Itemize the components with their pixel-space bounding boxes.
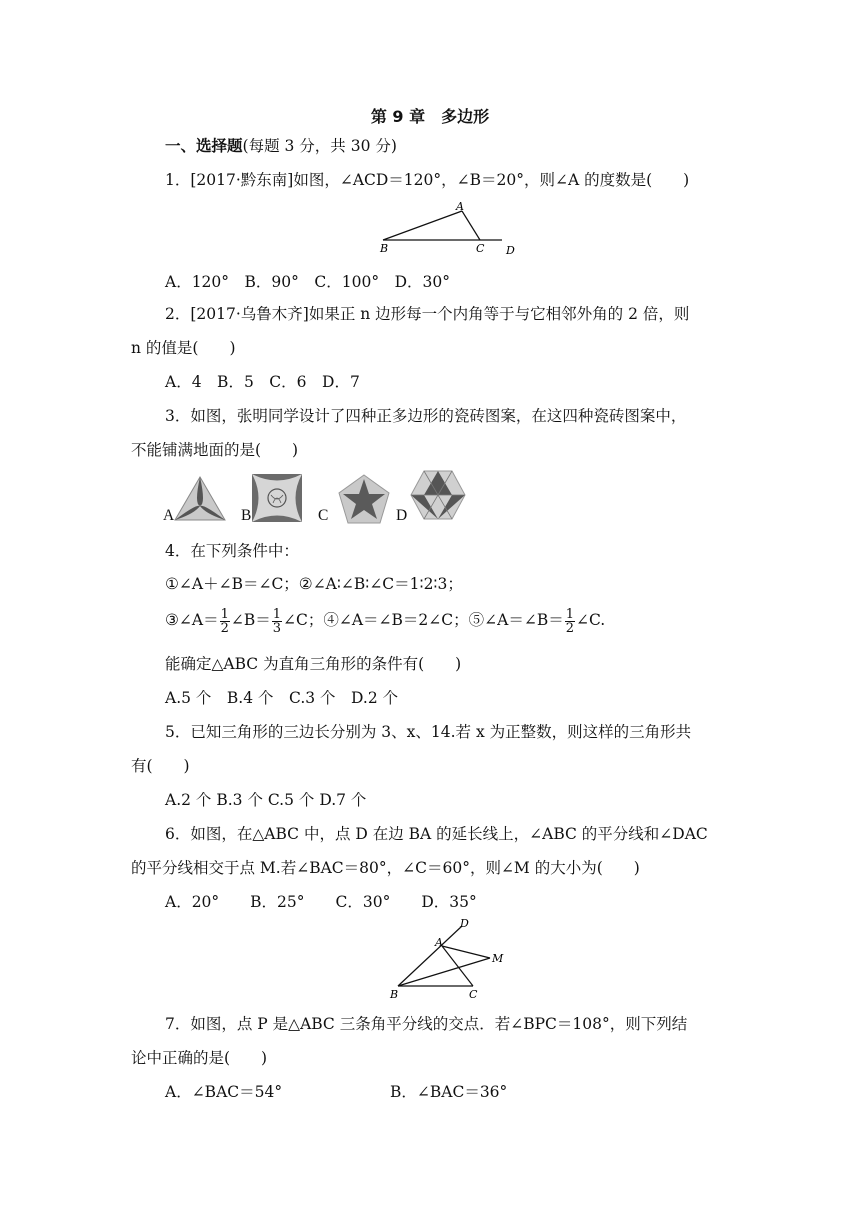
q7-option-b: B．∠BAC＝36° bbox=[390, 1083, 508, 1101]
q6-label-a: A bbox=[435, 936, 443, 949]
q1-label-d: D bbox=[506, 244, 515, 257]
section-note: (每题 3 分，共 30 分) bbox=[242, 137, 397, 155]
q7-stem-line1: 7．如图，点 P 是△ABC 三条角平分线的交点．若∠BPC＝108°，则下列结 bbox=[165, 1015, 688, 1033]
section-heading bbox=[165, 136, 397, 156]
q4-cond5-suffix: ∠C. bbox=[576, 611, 606, 629]
q2-stem-line2: n 的值是( ) bbox=[131, 339, 236, 357]
q3-stem-line1: 3．如图，张明同学设计了四种正多边形的瓷砖图案，在这四种瓷砖图案中， bbox=[165, 407, 687, 425]
q4-options: A.5 个 B.4 个 C.3 个 D.2 个 bbox=[165, 689, 399, 707]
q2-options: A．4 B．5 C．6 D．7 bbox=[165, 373, 360, 391]
q6-label-b: B bbox=[390, 988, 399, 1000]
q2-stem-line1: 2．[2017·乌鲁木齐]如果正 n 边形每一个内角等于与它相邻外角的 2 倍，则 bbox=[165, 305, 690, 323]
fraction-one-third: $\frac{1}{3}$ bbox=[272, 606, 282, 636]
q4-condition-line2 bbox=[165, 604, 605, 636]
section-label: 一、选择题 bbox=[165, 137, 243, 155]
fraction-one-half: $\frac{1}{2}$ bbox=[220, 606, 229, 636]
tile-d-label: D bbox=[396, 507, 408, 524]
q5-options: A.2 个 B.3 个 C.5 个 D.7 个 bbox=[165, 791, 367, 809]
q6-label-m: M bbox=[492, 952, 504, 965]
q1-stem: 1．[2017·黔东南]如图，∠ACD＝120°，∠B＝20°，则∠A 的度数是( ) bbox=[165, 171, 690, 189]
q1-label-a: A bbox=[456, 200, 464, 213]
q5-stem-line2: 有( ) bbox=[131, 757, 190, 775]
q1-figure bbox=[370, 198, 520, 258]
q3-stem-line2: 不能铺满地面的是( ) bbox=[131, 441, 299, 459]
q6-options: A．20° B．25° C．30° D．35° bbox=[165, 893, 477, 911]
q7-stem-line2: 论中正确的是( ) bbox=[131, 1049, 268, 1067]
q5-stem-line1: 5．已知三角形的三边长分别为 3、x、14.若 x 为正整数，则这样的三角形共 bbox=[165, 723, 692, 741]
q4-condition-line1: ①∠A＋∠B＝∠C；②∠A∶∠B∶∠C＝1∶2∶3； bbox=[165, 575, 463, 593]
tile-a-label: A bbox=[163, 507, 175, 524]
q4-cond4-text: ∠C；④∠A＝∠B＝2∠C；⑤∠A＝∠B＝ bbox=[283, 611, 564, 629]
q4-stem: 4．在下列条件中： bbox=[165, 542, 299, 560]
q1-label-b: B bbox=[380, 242, 389, 255]
q6-figure bbox=[380, 918, 510, 1000]
q1-label-c: C bbox=[476, 242, 485, 255]
q6-stem-line2: 的平分线相交于点 M.若∠BAC＝80°，∠C＝60°，则∠M 的大小为( ) bbox=[131, 859, 640, 877]
tile-b-label: B bbox=[241, 507, 252, 524]
tile-b-square-icon bbox=[251, 473, 303, 523]
q4-cond3-prefix: ③∠A＝ bbox=[165, 611, 219, 629]
q7-option-a: A．∠BAC＝54° bbox=[165, 1083, 283, 1101]
q6-stem-line1: 6．如图，在△ABC 中，点 D 在边 BA 的延长线上，∠ABC 的平分线和∠DAC bbox=[165, 825, 708, 843]
tile-c-label: C bbox=[318, 507, 329, 524]
tile-c-pentagon-icon bbox=[337, 473, 391, 525]
q4-cond3-middle: ∠B＝ bbox=[230, 611, 271, 629]
page-title: 第 9 章 多边形 bbox=[370, 107, 490, 126]
q6-label-c: C bbox=[469, 988, 478, 1000]
q1-options: A．120° B．90° C．100° D．30° bbox=[165, 273, 450, 291]
tile-d-hexagon-icon bbox=[410, 468, 466, 524]
fraction-one-half-b: $\frac{1}{2}$ bbox=[565, 606, 574, 636]
q6-label-d: D bbox=[460, 918, 469, 930]
q4-question: 能确定△ABC 为直角三角形的条件有( ) bbox=[165, 655, 462, 673]
tile-a-triangle-icon bbox=[172, 474, 228, 524]
